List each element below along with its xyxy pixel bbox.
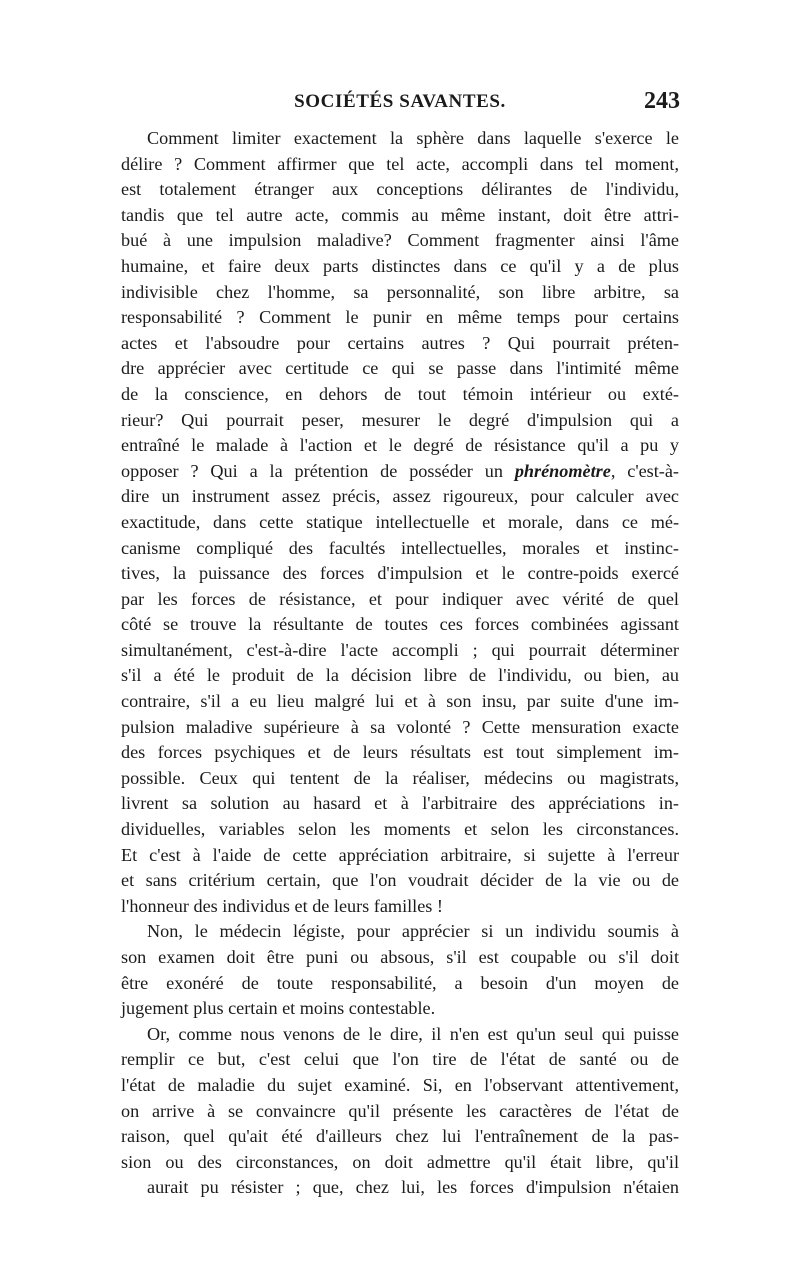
text-line: par les forces de résistance, et pour indiquer avec vérité de quel xyxy=(121,588,679,609)
text-line: exactitude, dans cette statique intellectuelle et morale, dans ce mé- xyxy=(121,511,679,532)
text-line: des forces psychiques et de leurs résultats est tout simplement im- xyxy=(121,742,679,763)
text-line: on arrive à se convaincre qu'il présente les caractères de l'état de xyxy=(121,1100,679,1121)
running-head xyxy=(120,88,680,121)
body-text xyxy=(121,126,679,1201)
running-title: SOCIÉTÉS SAVANTES. xyxy=(294,91,506,112)
text-line: entraîné le malade à l'action et le degré de résistance qu'il a pu y xyxy=(121,435,679,456)
text-line: et sans critérium certain, que l'on voudrait décider de la vie ou de xyxy=(121,870,679,891)
text-line: simultanément, c'est-à-dire l'acte accompli ; qui pourrait déterminer xyxy=(121,639,679,660)
text-line: possible. Ceux qui tentent de la réaliser, médecins ou magistrats, xyxy=(121,767,679,788)
text-line: s'il a été le produit de la décision libre de l'individu, ou bien, au xyxy=(121,665,679,686)
text-line: tandis que tel autre acte, commis au même instant, doit être attri- xyxy=(121,204,679,225)
paragraph-2 xyxy=(121,919,679,1021)
page-number: 243 xyxy=(644,88,680,114)
text-line-with-italic: opposer ? Qui a la prétention de posséder un phrénomètre, c'est-à- xyxy=(121,460,679,481)
text-line: bué à une impulsion maladive? Comment fragmenter ainsi l'âme xyxy=(121,230,679,251)
text-line: responsabilité ? Comment le punir en même temps pour certains xyxy=(121,307,679,328)
text-line: aurait pu résister ; que, chez lui, les forces d'impulsion n'étaien xyxy=(147,1177,679,1198)
text-line: de la conscience, en dehors de tout témoin intérieur ou exté- xyxy=(121,383,679,404)
paragraph-3 xyxy=(121,1022,679,1201)
text-line: son examen doit être puni ou absous, s'il est coupable ou s'il doit xyxy=(121,947,679,967)
text-line: jugement plus certain et moins contestable. xyxy=(121,998,436,1019)
text-line: indivisible chez l'homme, sa personnalité, son libre arbitre, sa xyxy=(121,281,679,302)
text-line: humaine, et faire deux parts distinctes dans ce qu'il y a de plus xyxy=(121,255,679,276)
text-line: délire ? Comment affirmer que tel acte, accompli dans tel moment, xyxy=(121,153,679,174)
text-line: actes et l'absoudre pour certains autres ? Qui pourrait préten- xyxy=(121,332,679,353)
text-line: raison, quel qu'ait été d'ailleurs chez lui l'entraînement de la pas- xyxy=(121,1126,679,1147)
text-line: l'état de maladie du sujet examiné. Si, en l'observant attentivement, xyxy=(121,1074,679,1095)
italic-term: phrénomètre xyxy=(514,460,611,481)
text-line: pulsion maladive supérieure à sa volonté ? Cette mensuration exacte xyxy=(121,716,679,737)
text-line: dre apprécier avec certitude ce qui se passe dans l'intimité même xyxy=(121,358,679,379)
paragraph-1 xyxy=(121,126,679,919)
text-line: côté se trouve la résultante de toutes ces forces combinées agissant xyxy=(121,614,679,635)
text-line: Or, comme nous venons de le dire, il n'en est qu'un seul qui puisse xyxy=(147,1023,679,1044)
text-line: remplir ce but, c'est celui que l'on tire de l'état de santé ou de xyxy=(121,1049,679,1070)
text-line: être exonéré de toute responsabilité, a besoin d'un moyen de xyxy=(121,972,679,993)
text-line: Comment limiter exactement la sphère dans laquelle s'exerce le xyxy=(147,128,679,148)
text-line: Et c'est à l'aide de cette appréciation arbitraire, si sujette à l'erreur xyxy=(121,844,679,865)
text-line: dividuelles, variables selon les moments et selon les circonstances. xyxy=(121,819,679,840)
text-line: canisme compliqué des facultés intellectuelles, morales et instinc- xyxy=(121,537,679,558)
text-line: l'honneur des individus et de leurs familles ! xyxy=(121,895,443,916)
text-line: rieur? Qui pourrait peser, mesurer le degré d'impulsion qui a xyxy=(121,409,679,430)
text-line: tives, la puissance des forces d'impulsion et le contre-poids exercé xyxy=(121,563,679,584)
text-line: sion ou des circonstances, on doit admettre qu'il était libre, qu'il xyxy=(121,1151,679,1172)
text-line: contraire, s'il a eu lieu malgré lui et à son insu, par suite d'une im- xyxy=(121,691,679,712)
text-line: Non, le médecin légiste, pour apprécier si un individu soumis à xyxy=(147,921,679,942)
text-line: dire un instrument assez précis, assez rigoureux, pour calculer avec xyxy=(121,486,679,507)
text-line: livrent sa solution au hasard et à l'arbitraire des appréciations in- xyxy=(121,793,679,814)
text-line: est totalement étranger aux conceptions délirantes de l'individu, xyxy=(121,179,679,200)
